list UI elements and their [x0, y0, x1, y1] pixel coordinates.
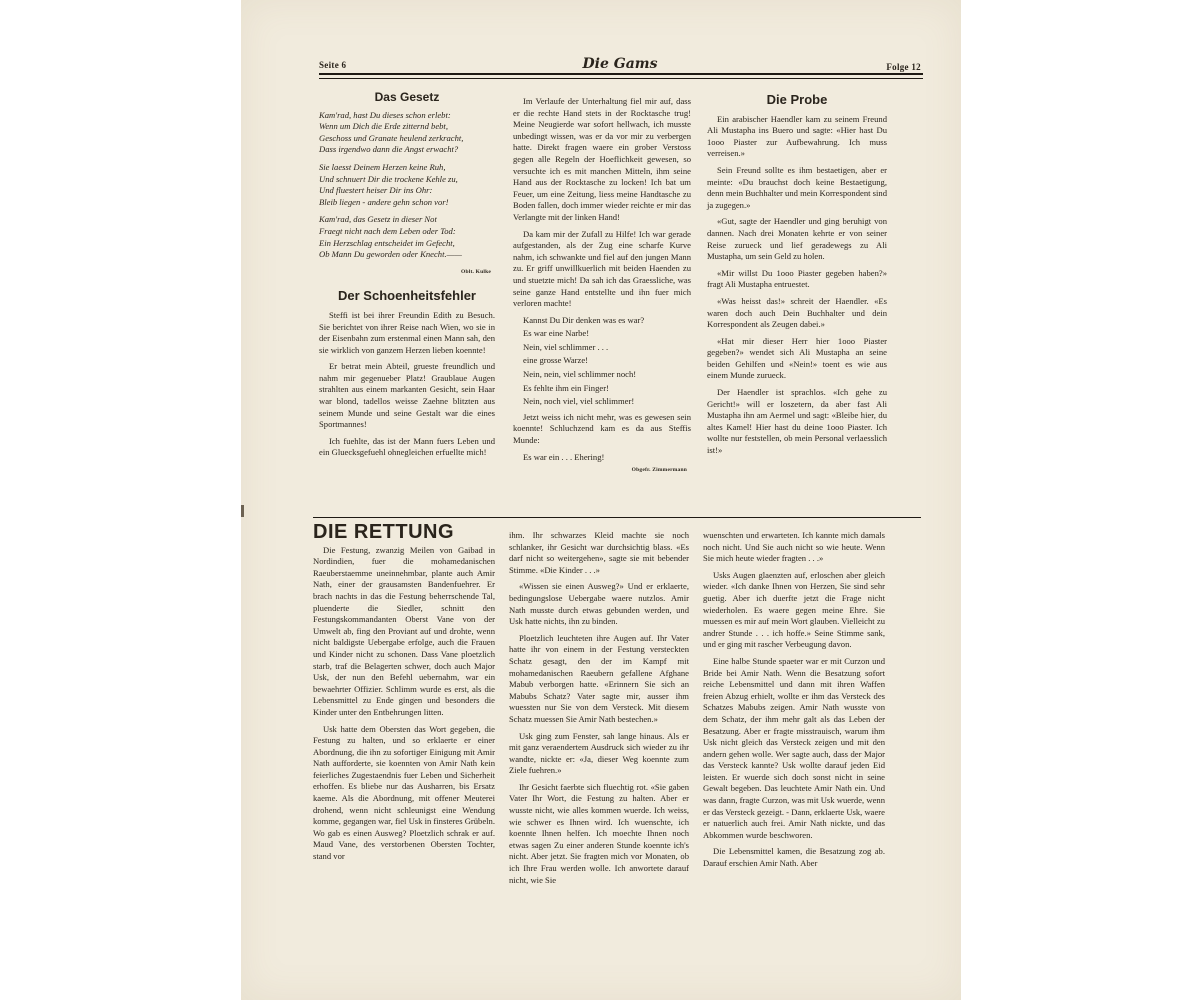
paragraph: Die Festung, zwanzig Meilen von Gaibad in Nordindien, fuer die mohamedanischen Raeuberstaemme uneinnehmbar, plante auch Amir Nath, einer der grausamsten Bandenfuehrer. Er brach nachts in das die Festung beherrschende Tal, pluenderte die Siedler, schnitt den Festungskommandanten Oberst Vane von der Umwelt ab, fing den Proviant auf und drohte, wenn nicht baldigste Uebergabe erfolge, auch die Frauen und Kinder nicht zu schonen. Dass Vane ploetzlich starb, traf die Belagerten schwer, doch auch Major Usk, der nun den Befehl uebernahm, war ein bewaehrter Offizier. Schlimm wurde es erst, als die Lebensmittel zu Ende gingen und besonders die Kinder unter den Entbehrungen litten. — [313, 544, 495, 717]
gesetz-stanza: Kam'rad, das Gesetz in dieser Not Fraegt nicht nach dem Leben oder Tod: Ein Herzschlag entscheidet im Gefecht, Ob Mann Du geworden oder Knecht.—— — [319, 214, 462, 260]
paragraph: Der Haendler ist sprachlos. «Ich gehe zu Gericht!» will er loszetern, da aber fast Ali Mustapha ihn am Aermel und sagt: «Bleibe hier, du altes Kamel! Hier hast du deine 1ooo Piaster. Ich wollte nur feststellen, ob mein Personal verlaesslich ist!» — [707, 387, 887, 456]
paragraph: Ich fuehlte, das ist der Mann fuers Leben und ein Gluecksgefuehl ohnegleichen erfuellte mich! — [319, 435, 495, 458]
top-column-right — [707, 92, 887, 462]
header-rule-thin — [319, 78, 923, 79]
paragraph: Sein Freund sollte es ihm bestaetigen, aber er meinte: «Du brauchst doch keine Bestaetigung, denn mein Buchhalter und mein Korrespondent sind ja zugegen.» — [707, 164, 887, 210]
dialogue-line: Nein, noch viel, viel schlimmer! — [523, 396, 635, 407]
top-column-middle — [513, 96, 691, 485]
paragraph: «Mir willst Du 1ooo Piaster gegeben haben?» fragt Ali Mustapha entruestet. — [707, 267, 887, 290]
paragraph: Usks Augen glaenzten auf, erloschen aber gleich wieder. «Ich danke Ihnen von Herzen, Sie sind sehr guetig. Aber ich duerfte jetzt die Frage nicht wiederholen. Es waere gegen meine Ehre. Sie muessen es mir auf mein Wort glauben. Vielleicht zu andrer Stunde . . . ich hoffe.» Seine Stimme sank, und er ging mit rascher Verbeugung davon. — [703, 569, 885, 650]
dialogue-line: eine grosse Warze! — [523, 355, 589, 366]
gesetz-author: Oblt. Kulke — [460, 268, 491, 275]
section-divider — [313, 517, 921, 518]
probe-title: Die Probe — [766, 92, 828, 107]
paragraph: Ein arabischer Haendler kam zu seinem Freund Ali Mustapha ins Buero und sagte: «Hier hast Du 1ooo Piaster zur Aufbewahrung. Ich muss verreisen.» — [707, 113, 887, 159]
page-number: Seite 6 — [319, 60, 347, 70]
gesetz-title: Das Gesetz — [374, 90, 440, 104]
paragraph: Die Lebensmittel kamen, die Besatzung zog ab. Darauf erschien Amir Nath. Aber — [703, 846, 885, 869]
dialogue-line: Es war eine Narbe! — [523, 328, 590, 339]
schoenheit-title: Der Schoenheitsfehler — [338, 288, 476, 304]
paragraph: «Wissen sie einen Ausweg?» Und er erklaerte, bedingungslose Uebergabe waere nutzlos. Amir Nath musste durch etwas gebunden werden, und Usk hatte nichts, ihn zu binden. — [509, 581, 689, 627]
newspaper-page — [241, 0, 961, 1000]
bottom-column-middle — [509, 530, 689, 891]
paragraph: Usk ging zum Fenster, sah lange hinaus. Als er mit ganz veraendertem Ausdruck sich wieder zu ihr wandte, nickte er: «Ja, dieser Weg koennte zum Ziele fuehren.» — [509, 730, 689, 776]
bottom-column-right — [703, 530, 885, 875]
page-edge-mark — [241, 505, 244, 517]
gesetz-stanza: Kam'rad, hast Du dieses schon erlebt: Wenn um Dich die Erde zitternd bebt, Geschoss und Granate heulend zerkracht, Dass irgendwo dann die Angst erwacht? — [319, 109, 464, 155]
dialogue-line: Es fehlte ihm ein Finger! — [523, 382, 609, 393]
masthead-title: Die Gams — [582, 56, 658, 72]
paragraph: Er betrat mein Abteil, grueste freundlich und nahm mir gegenueber Platz! Graublaue Augen strahlten aus einem markanten Gesicht, sein Haar war blond, tadellos weisse Zaehne blitzten aus seinem Munde und seine Gestalt war die eines Sportmannes! — [319, 361, 495, 430]
paragraph: «Was heisst das!» schreit der Haendler. «Es waren doch auch Dein Buchhalter und dein Korrespondent als Zeugen dabei.» — [707, 295, 887, 330]
paragraph: Usk hatte dem Obersten das Wort gegeben, die Festung zu halten, und so erklaerte er einer Abordnung, die ihn zu sofortiger Einigung mit Amir Nath aufforderte, sie koennten von Amir Nath kein feierliches Zugestaendnis fuer Leben und Sicherheit erhoffen. Es bliebe nur das Ausharren, bis Ersatz kaeme. Als die Abordnung, mit offener Meuterei drohend, wenn nicht schleunigst eine Wendung komme, gegangen war, fiel Usk in finsteres Grübeln. Wo gab es einen Ausweg? Ploetzlich schrak er auf. Maud Vane, des verstorbenen Obersten Tochter, stand vor — [313, 723, 495, 862]
paragraph: Eine halbe Stunde spaeter war er mit Curzon und Bride bei Amir Nath. Wenn die Besatzung sofort reiche Lebensmittel und dann mit ihren Waffen freien Abzug erhielt, wollte er ihm das Versteck des Schatzes Mabubs zeigen. Amir Nath wusste von dem Schatz, der ihm mehr galt als das Leben der Besatzung. Aber er fragte misstrauisch, warum ihm Usk nicht gleich das Versteck zeigen und mit den andern gehen wolle. Wer sagte auch, dass der Major das Versteck kannte? Usk wollte darauf jeden Eid leisten. Er wuerde sich doch sonst nicht in seine Gewalt begeben. Das leuchtete Amir Nath ein. Und was dann, fragte Curzon, was mit Usk wuerde, wenn er das Versteck gezeigt. - Dann, erklaerte Usk, waere er natuerlich auch frei. Amir Nath nickte, und das Abkommen wurde beschworen. — [703, 655, 885, 840]
paragraph: Im Verlaufe der Unterhaltung fiel mir auf, dass er die rechte Hand stets in der Rocktasche trug! Meine Neugierde war sofort hellwach, ich musste unbedingt wissen, was er da vor mir zu verbergen hatte. Direkt fragen waere ein grober Verstoss gegen alle Regeln der Hoeflichkeit gewesen, so versuchte ich es mit manchen Mitteln, ihm seine Hand aus der Rocktasche zu locken! Ich bat um Feuer, um eine Zeitung, liess meine Handtasche zu Boden fallen, doch immer wieder reichte er mir das Verlangte mit der linken Hand! — [513, 96, 691, 222]
rettung-title: DIE RETTUNG — [313, 521, 455, 543]
paragraph: «Gut, sagte der Haendler und ging beruhigt von dannen. Nach drei Monaten kehrte er von seiner Reise zurueck und lief geradewegs zu Ali Mustapha, um sein Geld zu holen. — [707, 216, 887, 262]
paragraph: Ihr Gesicht faerbte sich fluechtig rot. «Sie gaben Vater Ihr Wort, die Festung zu halten. Aber er wusste nicht, wie alles kommen wuerde. Ich weiss, wie schwer es Ihnen wird. Ich wuenschte, ich koennte Ihnen helfen. Ich moechte Ihnen noch etwas sagen Zu einer anderen Stunde koennte ich's nicht. Aber jetzt. Sie fragten mich vor Monaten, ob ich Ihre Frau werden wolle. Ich anwortete darauf nicht, wie Sie — [509, 781, 689, 885]
top-column-left — [319, 92, 495, 464]
gesetz-stanza: Sie laesst Deinem Herzen keine Ruh, Und schnuert Dir die trockene Kehle zu, Und fluestert heiser Dir ins Ohr: Bleib liegen - andere gehn schon vor! — [319, 161, 458, 207]
paragraph: wuenschten und erwarteten. Ich kannte mich damals noch nicht. Und Sie auch nicht so wie heute. Wenn Sie mich heute wieder fragten . . .» — [703, 530, 885, 564]
paragraph: ihm. Ihr schwarzes Kleid machte sie noch schlanker, ihr Gesicht war durchsichtig blass. «Es darf nicht so weitergehen», sagte sie mit bebender Stimme. «Die Kinder . . .» — [509, 530, 689, 575]
dialogue-line: Nein, viel schlimmer . . . — [523, 341, 609, 352]
header-rule-thick — [319, 73, 923, 75]
schoenheit-author: Obgefr. Zimmermann — [631, 467, 687, 474]
dialogue-line: Nein, nein, viel schlimmer noch! — [523, 369, 637, 380]
bottom-column-left — [313, 521, 495, 868]
issue-number: Folge 12 — [886, 62, 921, 72]
paragraph: Steffi ist bei ihrer Freundin Edith zu Besuch. Sie berichtet von ihrer Reise nach Wien, wo sie in der Eisenbahn zum erstenmal einen Mann sah, den sie wirklich von ganzem Herzen lieben koennte! — [319, 309, 495, 355]
paragraph: «Hat mir dieser Herr hier 1ooo Piaster gegeben?» wendet sich Ali Mustapha an seine beiden Gehilfen und «Nein!» toent es wie aus einem Munde zurueck. — [707, 335, 887, 381]
paragraph: Da kam mir der Zufall zu Hilfe! Ich war gerade aufgestanden, als der Zug eine scharfe Kurve nahm, ich schwankte und fiel auf den jungen Mann zu. Er griff unwillkuerlich mit beiden Haenden zu und stuetzte mich! Da sah ich das Graessliche, was seine ganze Hand entstellte und ihn fuer mich verloren machte! — [513, 228, 691, 309]
paragraph: Jetzt weiss ich nicht mehr, was es gewesen sein koennte! Schluchzend kam es da aus Steffis Munde: — [513, 411, 691, 446]
paragraph: Ploetzlich leuchteten ihre Augen auf. Ihr Vater hatte ihr von einem in der Festung versteckten Schatz gesagt, den der im Kampf mit mohamedanischen Raeubern gefallene Afghane Mabub verborgen hatte. «Erinnern Sie sich an Mabubs Schatz? Vater sagte mir, ausser ihm wuessten nur Sie von dem Versteck. Mit diesem Schatz muessen Sie Amir Nath bestechen.» — [509, 632, 689, 724]
punchline: Es war ein . . . Ehering! — [523, 451, 605, 462]
dialogue-line: Kannst Du Dir denken was es war? — [523, 314, 645, 325]
